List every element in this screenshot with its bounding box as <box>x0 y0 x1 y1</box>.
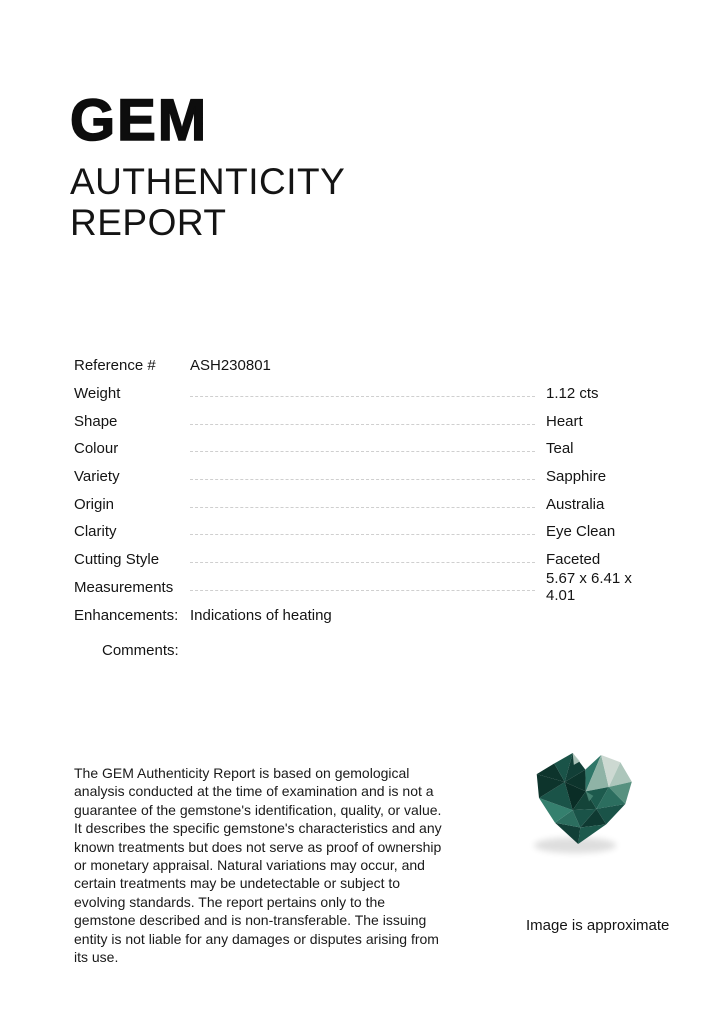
image-caption: Image is approximate <box>526 917 670 934</box>
brand-title: GEM <box>70 88 209 153</box>
field-row-origin <box>74 490 652 518</box>
field-label: Enhancements: <box>74 606 179 624</box>
field-row-cutting-style <box>74 546 652 574</box>
heart-sapphire-illustration <box>524 744 642 862</box>
field-row-weight <box>74 380 652 408</box>
field-label: Shape <box>74 412 118 430</box>
field-label: Clarity <box>74 523 117 541</box>
report-title-line1: AUTHENTICITY <box>70 161 346 202</box>
field-value: 5.67 x 6.41 x 4.01 <box>546 570 632 605</box>
gem-photo <box>524 744 642 862</box>
field-value: Sapphire <box>546 468 607 486</box>
field-label: Variety <box>74 468 120 486</box>
report-title <box>70 161 345 243</box>
field-value: Indications of heating <box>190 606 332 624</box>
field-label: Comments: <box>102 642 179 660</box>
field-value: Faceted <box>546 551 601 569</box>
dotted-leader-line <box>190 424 535 425</box>
dotted-leader-line <box>190 396 535 397</box>
field-label: Origin <box>74 495 115 513</box>
field-row-measurements <box>74 570 652 605</box>
field-label: Reference # <box>74 357 156 375</box>
field-value: Heart <box>546 412 583 430</box>
field-row-enhancements <box>74 601 652 629</box>
field-value: Australia <box>546 495 605 513</box>
dotted-leader-line <box>190 534 535 535</box>
gem-facets <box>532 751 633 848</box>
dotted-leader-line <box>190 507 535 508</box>
dotted-leader-line <box>190 590 535 591</box>
field-row-reference <box>74 352 652 380</box>
gem-details-list <box>74 352 652 665</box>
dotted-leader-line <box>190 562 535 563</box>
field-value: Teal <box>546 440 574 458</box>
field-row-comments <box>74 637 652 665</box>
report-title-line2: REPORT <box>70 202 227 243</box>
field-value: ASH230801 <box>190 357 271 375</box>
disclaimer-text: The GEM Authenticity Report is based on gemological analysis conducted at the time of examination and is not a guarantee of the gemstone's identification, quality, or value. It describes the specific gemstone's characteristics and any known treatments but does not serve as proof of ownership or monetary appraisal. Natural variations may occur, and certain treatments may be undetectable or subject to evolving standards. The report pertains only to the gemstone described and is non-transferable. The issuing entity is not liable for any damages or disputes arising from its use. <box>74 765 442 966</box>
field-value: Eye Clean <box>546 523 616 541</box>
field-label: Cutting Style <box>74 551 160 569</box>
field-label: Colour <box>74 440 119 458</box>
field-label: Measurements <box>74 578 174 596</box>
field-label: Weight <box>74 385 121 403</box>
dotted-leader-line <box>190 451 535 452</box>
field-row-variety <box>74 463 652 491</box>
field-value: 1.12 cts <box>546 385 599 403</box>
dotted-leader-line <box>190 479 535 480</box>
field-row-shape <box>74 407 652 435</box>
field-row-clarity <box>74 518 652 546</box>
field-row-colour <box>74 435 652 463</box>
